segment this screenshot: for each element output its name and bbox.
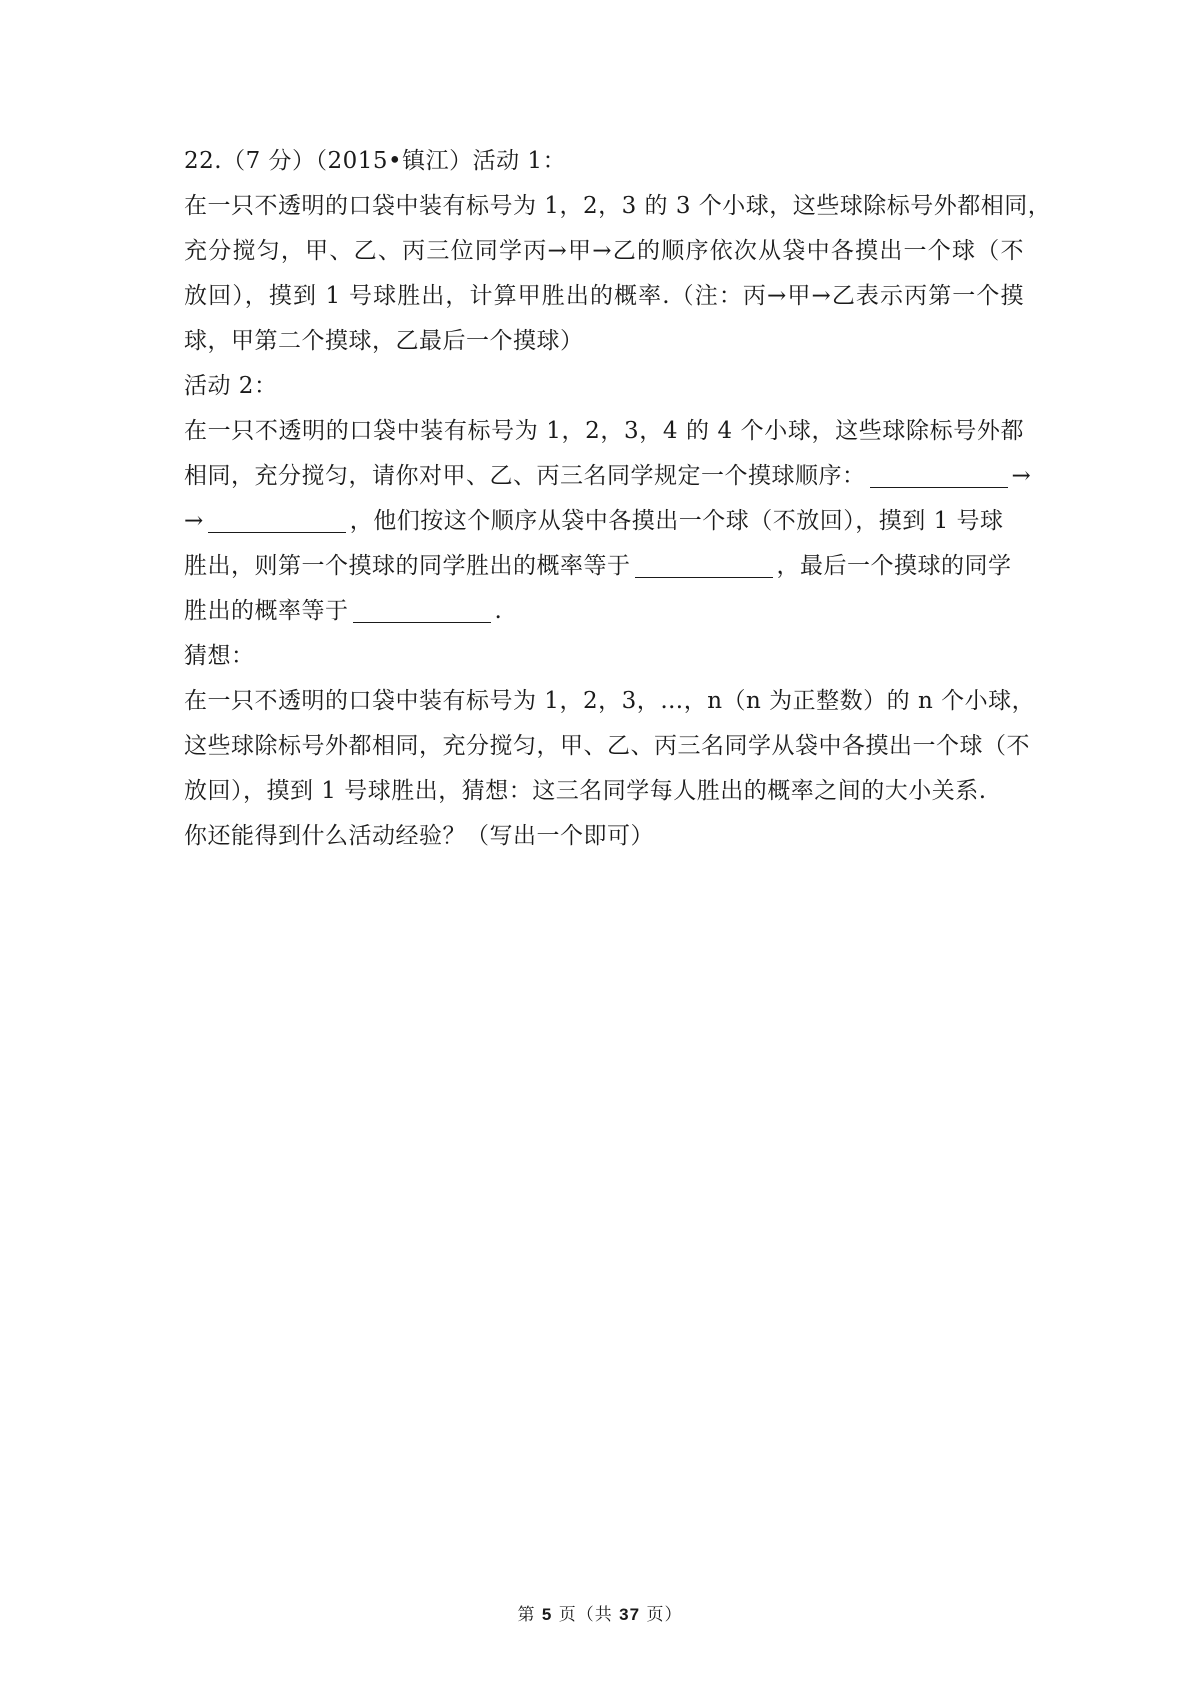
- guess-line-4: 你还能得到什么活动经验？（写出一个即可）: [184, 823, 654, 849]
- activity2-line-4-text-a: 胜出，则第一个摸球的同学胜出的概率等于: [184, 553, 631, 579]
- activity1-line-1: 在一只不透明的口袋中装有标号为 1，2，3 的 3 个小球，这些球除标号外都相同，: [184, 193, 1052, 219]
- activity2-line-3-text: ，他们按这个顺序从袋中各摸出一个球（不放回），摸到 1 号球: [349, 508, 1004, 534]
- guess-line-3: 放回），摸到 1 号球胜出，猜想：这三名同学每人胜出的概率之间的大小关系.: [184, 778, 987, 804]
- activity1-line-3: 放回），摸到 1 号球胜出，计算甲胜出的概率.（注：丙→甲→乙表示丙第一个摸: [184, 283, 1024, 309]
- activity2-line-5-text-b: .: [494, 598, 503, 624]
- arrow-2: →: [184, 508, 204, 534]
- activity2-line-2: [184, 463, 1032, 489]
- question-header: 22.（7 分）（2015•镇江）活动 1：: [184, 148, 567, 174]
- order-blank-1[interactable]: [870, 465, 1008, 488]
- activity2-line-4: [184, 555, 1024, 578]
- page-total: 37: [619, 1605, 641, 1624]
- first-prob-blank[interactable]: [635, 555, 773, 578]
- guess-title: 猜想：: [184, 643, 255, 669]
- footer-prefix: 第: [517, 1605, 542, 1625]
- question-22: [184, 148, 1052, 870]
- arrow-1: →: [1011, 463, 1032, 489]
- footer-middle: 页（共: [552, 1605, 620, 1625]
- page-number: 5: [541, 1605, 553, 1624]
- activity2-line-2-text: 相同，充分搅匀，请你对甲、乙、丙三名同学规定一个摸球顺序：: [184, 463, 866, 489]
- page-footer: [0, 1600, 1200, 1625]
- activity1-line-4: 球，甲第二个摸球，乙最后一个摸球）: [184, 328, 584, 354]
- activity2-title: 活动 2：: [184, 373, 278, 399]
- activity2-line-1: 在一只不透明的口袋中装有标号为 1，2，3，4 的 4 个小球，这些球除标号外都: [184, 418, 1024, 444]
- activity2-line-3: [184, 510, 1024, 533]
- activity2-line-5-text-a: 胜出的概率等于: [184, 598, 349, 624]
- guess-line-2: 这些球除标号外都相同，充分搅匀，甲、乙、丙三名同学从袋中各摸出一个球（不: [184, 733, 1030, 759]
- guess-line-1: 在一只不透明的口袋中装有标号为 1，2，3，…，n（n 为正整数）的 n 个小球，: [184, 688, 1036, 714]
- order-blank-2[interactable]: [208, 510, 346, 533]
- activity1-line-2: 充分搅匀，甲、乙、丙三位同学丙→甲→乙的顺序依次从袋中各摸出一个球（不: [184, 238, 1024, 264]
- last-prob-blank[interactable]: [353, 600, 491, 623]
- activity2-line-5: [184, 600, 1024, 623]
- activity2-line-4-text-b: ，最后一个摸球的同学: [776, 553, 1012, 579]
- footer-suffix: 页）: [640, 1605, 683, 1625]
